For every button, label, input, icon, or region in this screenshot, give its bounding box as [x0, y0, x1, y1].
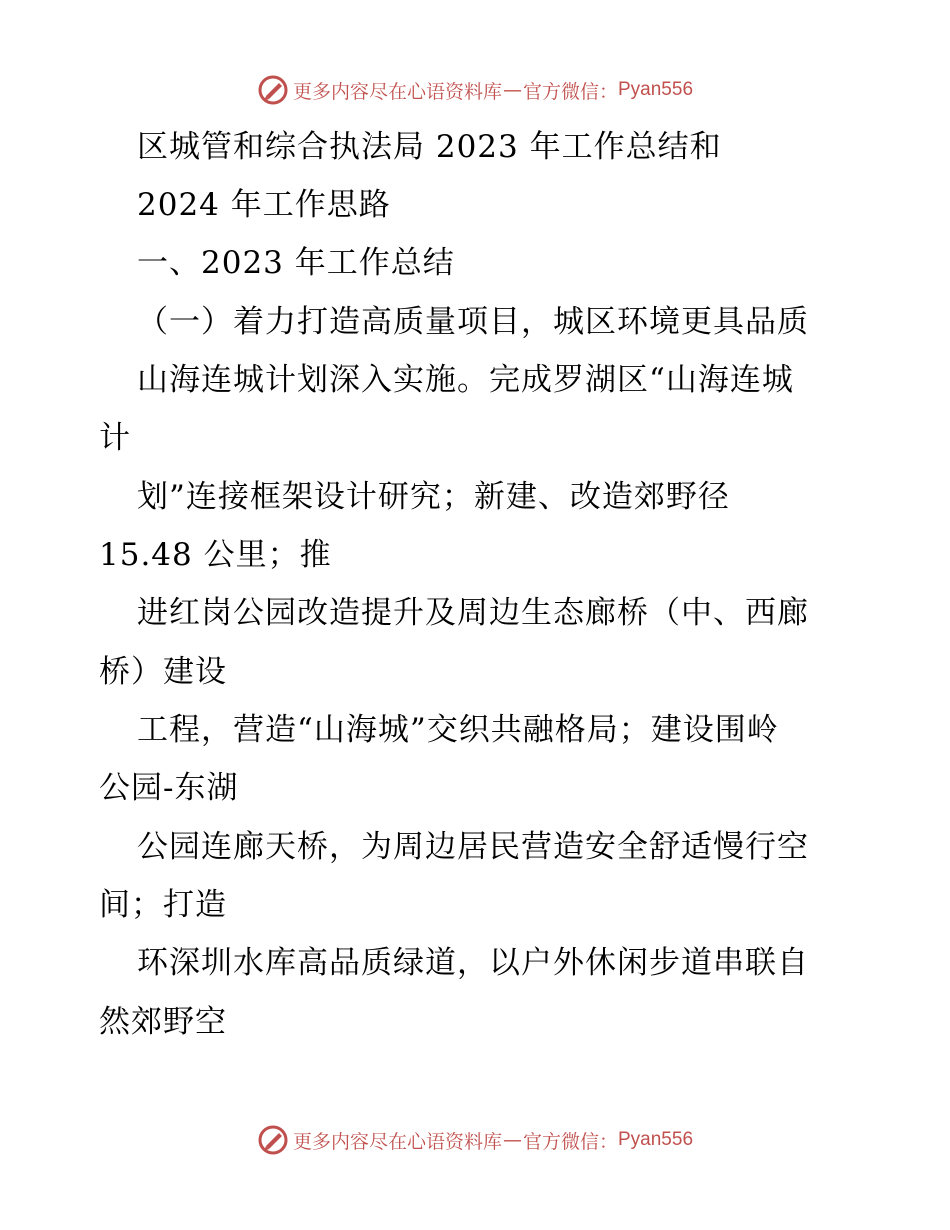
paragraph-line: 间；打造	[99, 887, 227, 923]
paragraph-line: 山海连城计划深入实施。完成罗湖区“山海连城	[137, 362, 794, 398]
brand-logo-icon	[257, 1124, 289, 1156]
watermark-wechat-label: 官方微信：	[522, 1130, 618, 1153]
watermark-wechat-id: Pyan556	[618, 1129, 694, 1150]
paragraph-line: 工程，营造“山海城”交织共融格局；建设围岭	[137, 712, 779, 748]
watermark-wechat-label: 官方微信：	[522, 80, 618, 103]
doc-title-line-1: 区城管和综合执法局 2023 年工作总结和	[137, 129, 722, 165]
paragraph-line: 然郊野空	[99, 1004, 227, 1040]
watermark-wechat-id: Pyan556	[618, 79, 694, 100]
watermark-brand: 更多内容尽在心语资料库	[292, 80, 502, 103]
footer-watermark	[0, 1120, 950, 1160]
subsection-heading: （一）着力打造高质量项目，城区环境更具品质	[137, 304, 809, 340]
paragraph-line: 公园连廊天桥，为周边居民营造安全舒适慢行空	[137, 829, 809, 865]
paragraph-line: 划”连接框架设计研究；新建、改造郊野径	[137, 479, 730, 515]
paragraph-line: 公园-东湖	[99, 770, 239, 806]
paragraph-line: 计	[99, 420, 131, 456]
paragraph-line: 桥）建设	[99, 654, 227, 690]
watermark-separator: —	[502, 79, 522, 101]
paragraph-line: 进红岗公园改造提升及周边生态廊桥（中、西廊	[137, 595, 809, 631]
paragraph-line: 15.48 公里；推	[99, 537, 332, 573]
watermark-brand: 更多内容尽在心语资料库	[292, 1130, 502, 1153]
paragraph-line: 环深圳水库高品质绿道，以户外休闲步道串联自	[137, 945, 809, 981]
section-heading: 一、2023 年工作总结	[137, 245, 455, 281]
watermark-separator: —	[502, 1129, 522, 1151]
doc-title-line-2: 2024 年工作思路	[137, 187, 391, 223]
